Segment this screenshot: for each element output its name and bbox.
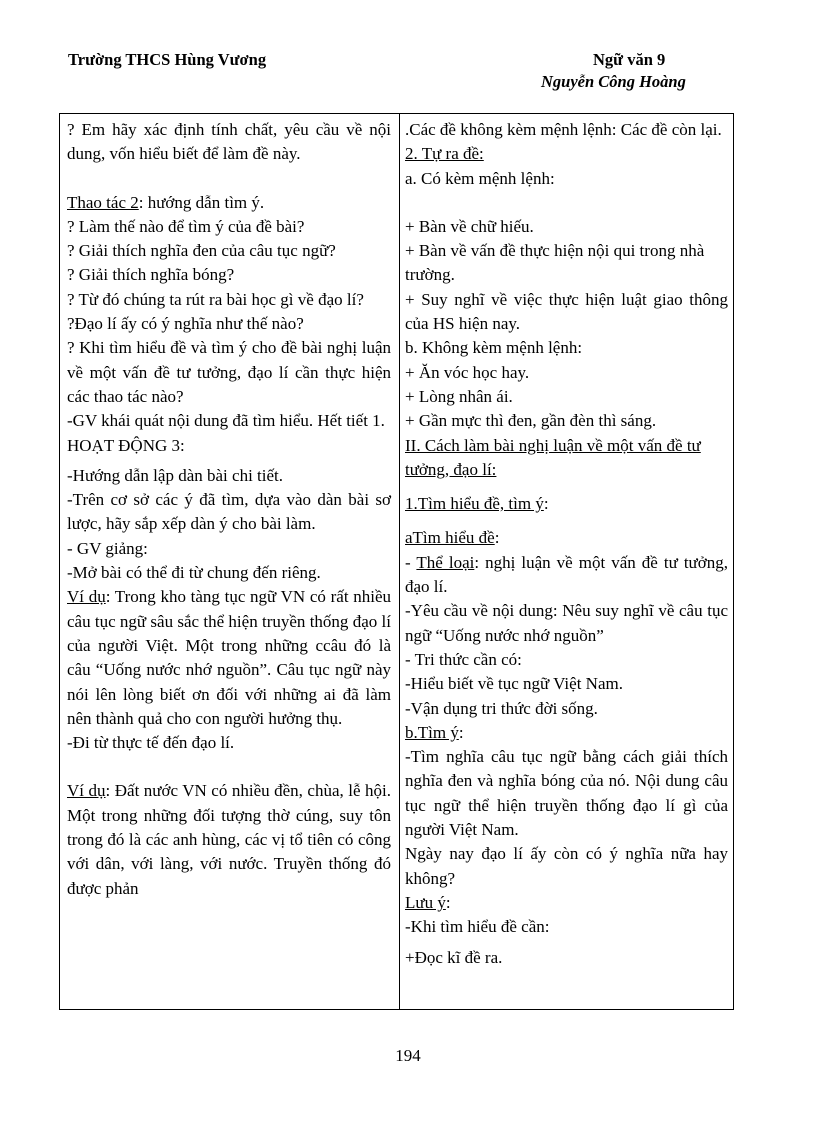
step-heading <box>67 191 391 215</box>
subsection-label: b.Tìm ý <box>405 722 459 742</box>
example-paragraph <box>67 585 391 731</box>
column-divider <box>399 114 400 1009</box>
example-text: : Trong kho tàng tục ngữ VN có rất nhiều câu tục ngữ sâu sắc thể hiện truyền thống đạo lí của người Việt. Một trong những ccâu đó là câu “Uống nước nhớ nguồn”. Câu tục ngữ này nói lên lòng biết ơn đối với những ai đã làm nên thành quả cho con người hưởng thụ. <box>67 587 392 728</box>
list-item: + Gần mực thì đen, gần đèn thì sáng. <box>405 411 657 431</box>
list-item: + Lòng nhân ái. <box>405 386 513 406</box>
instruction-text: -Trên cơ sở các ý đã tìm, dựa vào dàn bài sơ lược, hãy sắp xếp dàn ý cho bài làm. <box>67 490 391 534</box>
list-item: + Ăn vóc học hay. <box>405 362 530 382</box>
lesson-table <box>59 113 734 1010</box>
summary-text: -GV khái quát nội dung đã tìm hiểu. Hết tiết 1. <box>67 411 385 431</box>
content-text: -Hiểu biết về tục ngữ Việt Nam. <box>405 674 623 694</box>
note-label: Lưu ý <box>405 892 446 912</box>
genre-label: Thể loại <box>416 552 475 572</box>
instruction-text: -Đi từ thực tế đến đạo lí. <box>67 733 235 753</box>
content-text: -Khi tìm hiểu đề cần: <box>405 917 550 937</box>
content-text: .Các đề không kèm mệnh lệnh: Các đề còn lại. <box>405 120 722 139</box>
question-text: ? Em hãy xác định tính chất, yêu cầu về nội dung, vốn hiểu biết để làm đề này. <box>67 120 391 164</box>
subsection-heading: aTìm hiểu đề: <box>405 528 500 548</box>
instruction-text: -Mở bài có thể đi từ chung đến riêng. <box>67 563 321 583</box>
example-label: Ví dụ <box>67 587 106 607</box>
subsection-heading: 1.Tìm hiểu đề, tìm ý: <box>405 494 549 514</box>
content-text: - Tri thức cần có: <box>405 649 522 669</box>
section-heading: II. Cách làm bài nghị luận về một vấn đề tư tưởng, đạo lí: <box>405 435 701 479</box>
subsection-label: 1.Tìm hiểu đề, tìm ý <box>405 494 544 514</box>
teacher-activity-column <box>67 118 391 901</box>
content-text: - Thể loại: nghị luận về một vấn đề tư tưởng, đạo lí. <box>405 552 728 597</box>
list-item: + Bàn về vấn đề thực hiện nội qui trong nhà trường. <box>405 241 705 285</box>
example-text: : Đất nước VN có nhiều đền, chùa, lễ hội. Một trong những đối tượng thờ cúng, suy tôn trong đó là các anh hùng, các vị tổ tiên có công với dân, với làng, với nước. Truyền thống đó được phản <box>67 781 391 898</box>
step-label: Thao tác 2 <box>67 192 139 212</box>
question-text: ?Đạo lí ấy có ý nghĩa như thế nào? <box>67 314 304 334</box>
instruction-text: - GV giảng: <box>67 538 148 558</box>
question-text: ? Giải thích nghĩa bóng? <box>67 265 235 285</box>
section-heading: 2. Tự ra đề: <box>405 144 484 164</box>
subject-title: Ngữ văn 9 <box>593 50 666 69</box>
content-text: +Đọc kĩ đề ra. <box>405 947 503 967</box>
teacher-name: Nguyễn Công Hoàng <box>541 72 686 91</box>
list-item: + Bàn về chữ hiếu. <box>405 216 534 236</box>
content-column <box>405 118 728 970</box>
note-heading: Lưu ý: <box>405 892 451 912</box>
content-text: -Vận dụng tri thức đời sống. <box>405 698 598 718</box>
subsection-label: aTìm hiểu đề <box>405 528 495 548</box>
example-paragraph <box>67 779 391 900</box>
question-text: ? Làm thế nào để tìm ý của đề bài? <box>67 216 305 236</box>
page-number: 194 <box>395 1046 421 1065</box>
step-text: : hướng dẫn tìm ý. <box>138 192 265 212</box>
list-item: + Suy nghĩ về việc thực hiện luật giao thông của HS hiện nay. <box>405 289 728 334</box>
question-text: ? Khi tìm hiểu đề và tìm ý cho đề bài nghị luận về một vấn đề tư tưởng, đạo lí cần thực hiện các thao tác nào? <box>67 338 391 406</box>
content-text: -Yêu cầu về nội dung: Nêu suy nghĩ về câu tục ngữ “Uống nước nhớ nguồn” <box>405 601 728 645</box>
question-text: ? Giải thích nghĩa đen của câu tục ngữ? <box>67 241 336 261</box>
question-text: ? Từ đó chúng ta rút ra bài học gì về đạo lí? <box>67 289 364 309</box>
subsection-heading: b.Tìm ý: <box>405 722 464 742</box>
content-text: b. Không kèm mệnh lệnh: <box>405 338 583 358</box>
instruction-text: -Hướng dẫn lập dàn bài chi tiết. <box>67 465 284 485</box>
content-text: -Tìm nghĩa câu tục ngữ bằng cách giải thích nghĩa đen và nghĩa bóng của nó. Nội dung câu tục ngữ thể hiện truyền thống đạo lí gì của người Việt Nam. <box>405 747 728 840</box>
activity-heading: HOẠT ĐỘNG 3: <box>67 435 185 455</box>
content-text: a. Có kèm mệnh lệnh: <box>405 168 555 188</box>
content-text: Ngày nay đạo lí ấy còn có ý nghĩa nữa hay không? <box>405 844 728 888</box>
school-name: Trường THCS Hùng Vương <box>68 50 267 69</box>
example-label: Ví dụ <box>67 781 106 801</box>
